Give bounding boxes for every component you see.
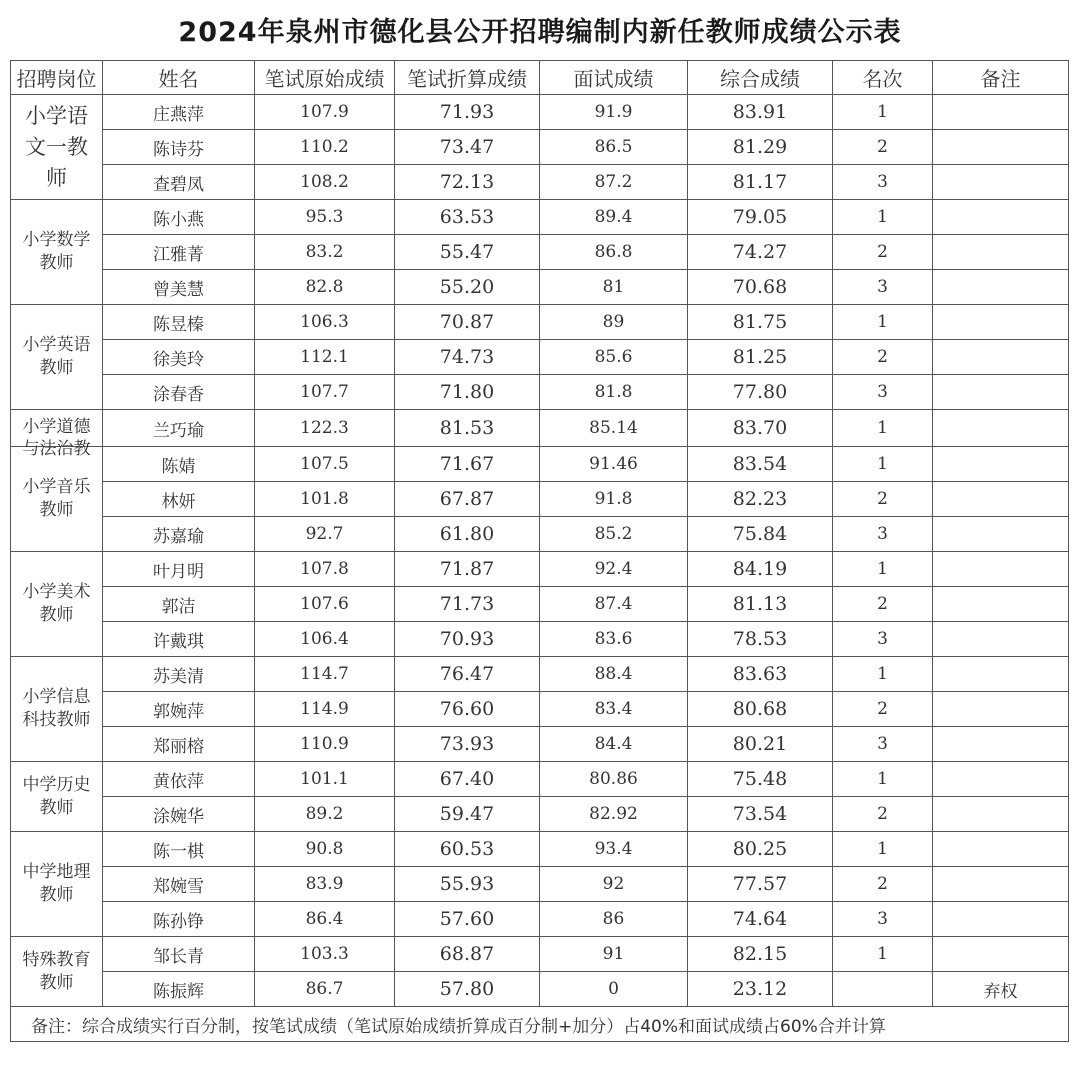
candidate-name-cell: 邹长青 bbox=[103, 937, 255, 972]
rank-cell: 1 bbox=[833, 410, 933, 447]
rank-cell: 2 bbox=[833, 340, 933, 375]
position-cell bbox=[11, 305, 103, 410]
position-label: 特殊教育教师 bbox=[22, 949, 91, 993]
candidate-name-cell: 兰巧瑜 bbox=[103, 410, 255, 447]
total-score-cell: 79.05 bbox=[688, 200, 833, 235]
total-score-cell: 70.68 bbox=[688, 270, 833, 305]
rank-cell: 3 bbox=[833, 375, 933, 410]
table-row bbox=[11, 867, 1069, 902]
note-cell bbox=[933, 727, 1069, 762]
converted-score-cell: 76.60 bbox=[395, 692, 540, 727]
header-position: 招聘岗位 bbox=[11, 61, 103, 95]
table-row bbox=[11, 340, 1069, 375]
note-cell bbox=[933, 200, 1069, 235]
raw-score-cell: 92.7 bbox=[255, 517, 395, 552]
rank-cell: 3 bbox=[833, 622, 933, 657]
position-cell bbox=[11, 552, 103, 657]
position-cell bbox=[11, 762, 103, 832]
rank-cell: 2 bbox=[833, 797, 933, 832]
raw-score-cell: 90.8 bbox=[255, 832, 395, 867]
converted-score-cell: 59.47 bbox=[395, 797, 540, 832]
rank-cell: 1 bbox=[833, 552, 933, 587]
position-label: 小学道德与法治教 bbox=[22, 417, 91, 459]
table-row bbox=[11, 235, 1069, 270]
converted-score-cell: 61.80 bbox=[395, 517, 540, 552]
position-label: 小学音乐教师 bbox=[22, 477, 91, 520]
note-cell bbox=[933, 797, 1069, 832]
interview-score-cell: 82.92 bbox=[540, 797, 688, 832]
raw-score-cell: 112.1 bbox=[255, 340, 395, 375]
interview-score-cell: 91.9 bbox=[540, 95, 688, 130]
total-score-cell: 81.75 bbox=[688, 305, 833, 340]
note-cell bbox=[933, 937, 1069, 972]
converted-score-cell: 73.47 bbox=[395, 130, 540, 165]
total-score-cell: 75.48 bbox=[688, 762, 833, 797]
note-cell bbox=[933, 587, 1069, 622]
total-score-cell: 82.15 bbox=[688, 937, 833, 972]
converted-score-cell: 55.47 bbox=[395, 235, 540, 270]
converted-score-cell: 72.13 bbox=[395, 165, 540, 200]
table-row bbox=[11, 587, 1069, 622]
total-score-cell: 80.21 bbox=[688, 727, 833, 762]
candidate-name-cell: 陈小燕 bbox=[103, 200, 255, 235]
table-row bbox=[11, 622, 1069, 657]
table-row bbox=[11, 165, 1069, 200]
total-score-cell: 74.64 bbox=[688, 902, 833, 937]
table-row bbox=[11, 270, 1069, 305]
total-score-cell: 83.54 bbox=[688, 447, 833, 482]
candidate-name-cell: 曾美慧 bbox=[103, 270, 255, 305]
interview-score-cell: 85.6 bbox=[540, 340, 688, 375]
table-row bbox=[11, 552, 1069, 587]
interview-score-cell: 83.4 bbox=[540, 692, 688, 727]
position-label: 中学地理教师 bbox=[22, 862, 91, 905]
interview-score-cell: 92 bbox=[540, 867, 688, 902]
candidate-name-cell: 陈婧 bbox=[103, 447, 255, 482]
rank-cell: 1 bbox=[833, 305, 933, 340]
note-cell bbox=[933, 622, 1069, 657]
raw-score-cell: 101.8 bbox=[255, 482, 395, 517]
raw-score-cell: 83.2 bbox=[255, 235, 395, 270]
candidate-name-cell: 郭婉萍 bbox=[103, 692, 255, 727]
note-cell bbox=[933, 902, 1069, 937]
converted-score-cell: 81.53 bbox=[395, 410, 540, 447]
table-row bbox=[11, 797, 1069, 832]
candidate-name-cell: 陈诗芬 bbox=[103, 130, 255, 165]
rank-cell: 3 bbox=[833, 270, 933, 305]
raw-score-cell: 106.4 bbox=[255, 622, 395, 657]
note-cell bbox=[933, 447, 1069, 482]
candidate-name-cell: 陈孙铮 bbox=[103, 902, 255, 937]
interview-score-cell: 83.6 bbox=[540, 622, 688, 657]
note-cell bbox=[933, 867, 1069, 902]
raw-score-cell: 107.9 bbox=[255, 95, 395, 130]
position-cell bbox=[11, 937, 103, 1007]
raw-score-cell: 95.3 bbox=[255, 200, 395, 235]
rank-cell: 3 bbox=[833, 727, 933, 762]
note-cell bbox=[933, 305, 1069, 340]
raw-score-cell: 108.2 bbox=[255, 165, 395, 200]
total-score-cell: 81.13 bbox=[688, 587, 833, 622]
header-name: 姓名 bbox=[103, 61, 255, 95]
converted-score-cell: 70.87 bbox=[395, 305, 540, 340]
position-cell bbox=[11, 95, 103, 200]
candidate-name-cell: 徐美玲 bbox=[103, 340, 255, 375]
interview-score-cell: 86 bbox=[540, 902, 688, 937]
candidate-name-cell: 陈一棋 bbox=[103, 832, 255, 867]
converted-score-cell: 57.80 bbox=[395, 972, 540, 1007]
interview-score-cell: 89 bbox=[540, 305, 688, 340]
position-cell bbox=[11, 832, 103, 937]
interview-score-cell: 87.2 bbox=[540, 165, 688, 200]
interview-score-cell: 86.8 bbox=[540, 235, 688, 270]
table-row bbox=[11, 482, 1069, 517]
position-label: 小学美术教师 bbox=[22, 582, 91, 625]
table-row bbox=[11, 937, 1069, 972]
candidate-name-cell: 苏嘉瑜 bbox=[103, 517, 255, 552]
table-row bbox=[11, 762, 1069, 797]
total-score-cell: 81.17 bbox=[688, 165, 833, 200]
interview-score-cell: 85.14 bbox=[540, 410, 688, 447]
converted-score-cell: 71.93 bbox=[395, 95, 540, 130]
position-label: 中学历史教师 bbox=[22, 774, 91, 818]
interview-score-cell: 91 bbox=[540, 937, 688, 972]
converted-score-cell: 57.60 bbox=[395, 902, 540, 937]
score-table bbox=[10, 60, 1069, 1042]
table-row bbox=[11, 727, 1069, 762]
position-label: 小学语文一教师 bbox=[25, 103, 88, 190]
rank-cell: 2 bbox=[833, 130, 933, 165]
interview-score-cell: 81.8 bbox=[540, 375, 688, 410]
total-score-cell: 81.29 bbox=[688, 130, 833, 165]
rank-cell: 2 bbox=[833, 867, 933, 902]
rank-cell: 3 bbox=[833, 517, 933, 552]
raw-score-cell: 86.4 bbox=[255, 902, 395, 937]
raw-score-cell: 89.2 bbox=[255, 797, 395, 832]
interview-score-cell: 93.4 bbox=[540, 832, 688, 867]
note-cell bbox=[933, 692, 1069, 727]
raw-score-cell: 110.2 bbox=[255, 130, 395, 165]
rank-cell: 1 bbox=[833, 937, 933, 972]
converted-score-cell: 68.87 bbox=[395, 937, 540, 972]
header-interview-score: 面试成绩 bbox=[540, 61, 688, 95]
header-total-score: 综合成绩 bbox=[688, 61, 833, 95]
note-cell bbox=[933, 410, 1069, 447]
converted-score-cell: 67.87 bbox=[395, 482, 540, 517]
total-score-cell: 73.54 bbox=[688, 797, 833, 832]
interview-score-cell: 84.4 bbox=[540, 727, 688, 762]
interview-score-cell: 91.8 bbox=[540, 482, 688, 517]
candidate-name-cell: 苏美清 bbox=[103, 657, 255, 692]
total-score-cell: 75.84 bbox=[688, 517, 833, 552]
raw-score-cell: 86.7 bbox=[255, 972, 395, 1007]
note-cell bbox=[933, 235, 1069, 270]
position-cell bbox=[11, 447, 103, 552]
converted-score-cell: 71.67 bbox=[395, 447, 540, 482]
total-score-cell: 81.25 bbox=[688, 340, 833, 375]
page-title: 2024年泉州市德化县公开招聘编制内新任教师成绩公示表 bbox=[178, 17, 902, 48]
rank-cell bbox=[833, 972, 933, 1007]
candidate-name-cell: 许戴琪 bbox=[103, 622, 255, 657]
converted-score-cell: 60.53 bbox=[395, 832, 540, 867]
note-cell bbox=[933, 165, 1069, 200]
header-note: 备注 bbox=[933, 61, 1069, 95]
total-score-cell: 23.12 bbox=[688, 972, 833, 1007]
rank-cell: 2 bbox=[833, 692, 933, 727]
raw-score-cell: 107.7 bbox=[255, 375, 395, 410]
table-row bbox=[11, 447, 1069, 482]
converted-score-cell: 71.73 bbox=[395, 587, 540, 622]
candidate-name-cell: 陈昱榛 bbox=[103, 305, 255, 340]
table-row bbox=[11, 517, 1069, 552]
table-row bbox=[11, 95, 1069, 130]
converted-score-cell: 63.53 bbox=[395, 200, 540, 235]
total-score-cell: 80.25 bbox=[688, 832, 833, 867]
candidate-name-cell: 江雅菁 bbox=[103, 235, 255, 270]
position-label: 小学英语教师 bbox=[22, 335, 91, 378]
candidate-name-cell: 涂春香 bbox=[103, 375, 255, 410]
total-score-cell: 77.80 bbox=[688, 375, 833, 410]
interview-score-cell: 92.4 bbox=[540, 552, 688, 587]
rank-cell: 2 bbox=[833, 587, 933, 622]
converted-score-cell: 70.93 bbox=[395, 622, 540, 657]
table-row bbox=[11, 972, 1069, 1007]
footer-row bbox=[11, 1007, 1069, 1042]
note-cell bbox=[933, 340, 1069, 375]
interview-score-cell: 80.86 bbox=[540, 762, 688, 797]
interview-score-cell: 85.2 bbox=[540, 517, 688, 552]
raw-score-cell: 82.8 bbox=[255, 270, 395, 305]
interview-score-cell: 81 bbox=[540, 270, 688, 305]
total-score-cell: 74.27 bbox=[688, 235, 833, 270]
raw-score-cell: 110.9 bbox=[255, 727, 395, 762]
candidate-name-cell: 黄依萍 bbox=[103, 762, 255, 797]
raw-score-cell: 107.5 bbox=[255, 447, 395, 482]
rank-cell: 3 bbox=[833, 165, 933, 200]
candidate-name-cell: 郭洁 bbox=[103, 587, 255, 622]
converted-score-cell: 76.47 bbox=[395, 657, 540, 692]
header-rank: 名次 bbox=[833, 61, 933, 95]
candidate-name-cell: 陈振辉 bbox=[103, 972, 255, 1007]
note-cell bbox=[933, 375, 1069, 410]
note-cell: 弃权 bbox=[933, 972, 1069, 1007]
table-row bbox=[11, 200, 1069, 235]
table-row bbox=[11, 902, 1069, 937]
header-converted-score: 笔试折算成绩 bbox=[395, 61, 540, 95]
note-cell bbox=[933, 517, 1069, 552]
total-score-cell: 83.63 bbox=[688, 657, 833, 692]
candidate-name-cell: 涂婉华 bbox=[103, 797, 255, 832]
total-score-cell: 84.19 bbox=[688, 552, 833, 587]
note-cell bbox=[933, 270, 1069, 305]
raw-score-cell: 106.3 bbox=[255, 305, 395, 340]
total-score-cell: 80.68 bbox=[688, 692, 833, 727]
raw-score-cell: 107.6 bbox=[255, 587, 395, 622]
table-row bbox=[11, 410, 1069, 447]
raw-score-cell: 114.7 bbox=[255, 657, 395, 692]
rank-cell: 3 bbox=[833, 902, 933, 937]
note-cell bbox=[933, 832, 1069, 867]
converted-score-cell: 55.20 bbox=[395, 270, 540, 305]
table-row bbox=[11, 375, 1069, 410]
rank-cell: 1 bbox=[833, 95, 933, 130]
converted-score-cell: 71.80 bbox=[395, 375, 540, 410]
note-cell bbox=[933, 552, 1069, 587]
position-cell bbox=[11, 200, 103, 305]
total-score-cell: 78.53 bbox=[688, 622, 833, 657]
raw-score-cell: 122.3 bbox=[255, 410, 395, 447]
converted-score-cell: 55.93 bbox=[395, 867, 540, 902]
position-label: 小学信息科技教师 bbox=[22, 687, 91, 730]
rank-cell: 2 bbox=[833, 482, 933, 517]
candidate-name-cell: 郑婉雪 bbox=[103, 867, 255, 902]
interview-score-cell: 86.5 bbox=[540, 130, 688, 165]
rank-cell: 1 bbox=[833, 762, 933, 797]
total-score-cell: 82.23 bbox=[688, 482, 833, 517]
candidate-name-cell: 查碧凤 bbox=[103, 165, 255, 200]
table-row bbox=[11, 657, 1069, 692]
raw-score-cell: 101.1 bbox=[255, 762, 395, 797]
converted-score-cell: 71.87 bbox=[395, 552, 540, 587]
note-cell bbox=[933, 95, 1069, 130]
note-cell bbox=[933, 762, 1069, 797]
rank-cell: 1 bbox=[833, 832, 933, 867]
converted-score-cell: 73.93 bbox=[395, 727, 540, 762]
rank-cell: 2 bbox=[833, 235, 933, 270]
table-row bbox=[11, 305, 1069, 340]
position-cell bbox=[11, 410, 103, 459]
header-raw-score: 笔试原始成绩 bbox=[255, 61, 395, 95]
total-score-cell: 83.70 bbox=[688, 410, 833, 447]
footer-note: 备注：综合成绩实行百分制，按笔试成绩（笔试原始成绩折算成百分制+加分）占40%和面试成绩占60%合并计算 bbox=[11, 1007, 1069, 1042]
interview-score-cell: 88.4 bbox=[540, 657, 688, 692]
interview-score-cell: 89.4 bbox=[540, 200, 688, 235]
rank-cell: 1 bbox=[833, 657, 933, 692]
converted-score-cell: 74.73 bbox=[395, 340, 540, 375]
rank-cell: 1 bbox=[833, 447, 933, 482]
note-cell bbox=[933, 130, 1069, 165]
table-row bbox=[11, 832, 1069, 867]
raw-score-cell: 103.3 bbox=[255, 937, 395, 972]
position-label: 小学数学教师 bbox=[22, 230, 91, 273]
candidate-name-cell: 郑丽榕 bbox=[103, 727, 255, 762]
candidate-name-cell: 庄燕萍 bbox=[103, 95, 255, 130]
position-cell bbox=[11, 657, 103, 762]
interview-score-cell: 87.4 bbox=[540, 587, 688, 622]
rank-cell: 1 bbox=[833, 200, 933, 235]
note-cell bbox=[933, 482, 1069, 517]
raw-score-cell: 107.8 bbox=[255, 552, 395, 587]
converted-score-cell: 67.40 bbox=[395, 762, 540, 797]
table-row bbox=[11, 692, 1069, 727]
raw-score-cell: 83.9 bbox=[255, 867, 395, 902]
table-row bbox=[11, 130, 1069, 165]
interview-score-cell: 0 bbox=[540, 972, 688, 1007]
total-score-cell: 83.91 bbox=[688, 95, 833, 130]
raw-score-cell: 114.9 bbox=[255, 692, 395, 727]
note-cell bbox=[933, 657, 1069, 692]
candidate-name-cell: 林妍 bbox=[103, 482, 255, 517]
header-row bbox=[11, 61, 1069, 95]
interview-score-cell: 91.46 bbox=[540, 447, 688, 482]
candidate-name-cell: 叶月明 bbox=[103, 552, 255, 587]
total-score-cell: 77.57 bbox=[688, 867, 833, 902]
